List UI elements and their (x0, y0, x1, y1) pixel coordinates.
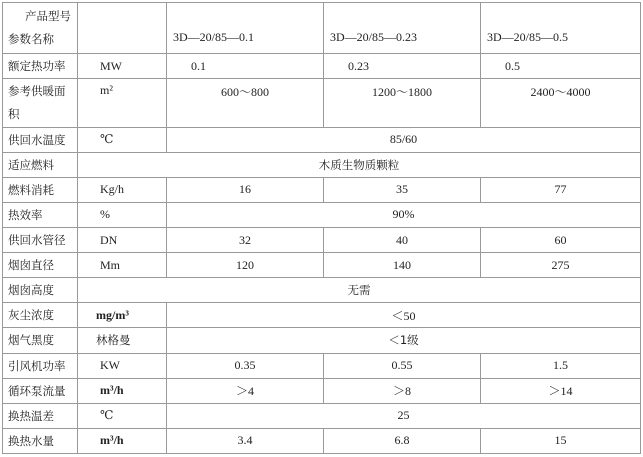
row-rated-power (3, 54, 641, 79)
row-label: 烟气黑度 (3, 328, 78, 353)
value-model-3: 1.5 (481, 353, 641, 378)
row-label: 烟囱高度 (3, 278, 78, 303)
row-heat-water (3, 428, 641, 453)
row-efficiency (3, 202, 641, 227)
row-unit: m³/h (78, 428, 167, 453)
model-1: 3D—20/85—0.1 (167, 3, 324, 54)
value-model-2: 35 (324, 177, 481, 202)
row-label: 供回水温度 (3, 127, 78, 152)
header-blank-cell (78, 3, 167, 54)
value-model-3: 77 (481, 177, 641, 202)
row-label: 换热温差 (3, 403, 78, 428)
value-model-1: 3.4 (167, 428, 324, 453)
row-chimney-diameter (3, 253, 641, 278)
row-fan-power (3, 353, 641, 378)
value-all-models: 木质生物质颗粒 (78, 152, 641, 177)
row-label-line1: 参考供暖面 (8, 83, 66, 98)
row-unit: % (78, 202, 167, 227)
value-model-3: 15 (481, 428, 641, 453)
model-3: 3D—20/85—0.5 (481, 3, 641, 54)
value-all-models: ＜50 (167, 303, 641, 328)
row-unit: ℃ (78, 403, 167, 428)
row-label: 循环泵流量 (3, 378, 78, 403)
row-fuel-use (3, 177, 641, 202)
value-model-2: 40 (324, 227, 481, 252)
value-model-1: 120 (167, 253, 324, 278)
row-label: 灰尘浓度 (3, 303, 78, 328)
header-param-label: 参数名称 (8, 32, 54, 47)
value-model-2: 6.8 (324, 428, 481, 453)
row-label: 供回水管径 (3, 227, 78, 252)
value-model-3: ＞14 (481, 378, 641, 403)
row-label (3, 79, 78, 127)
value-all-models: 25 (167, 403, 641, 428)
value-model-1: 0.35 (167, 353, 324, 378)
row-smoke (3, 328, 641, 353)
header-param-cell (3, 3, 78, 54)
value-model-3: 2400～4000 (481, 79, 641, 127)
row-dust (3, 303, 641, 328)
value-all-models: ＜1级 (167, 328, 641, 353)
value-model-1: 600～800 (167, 79, 324, 127)
value-all-models: 85/60 (167, 127, 641, 152)
value-model-1: 16 (167, 177, 324, 202)
header-row (3, 3, 641, 54)
row-water-temp (3, 127, 641, 152)
value-model-2: 1200～1800 (324, 79, 481, 127)
row-unit: Kg/h (78, 177, 167, 202)
row-unit: Mm (78, 253, 167, 278)
row-heating-area (3, 79, 641, 127)
value-model-1: 0.1 (167, 54, 324, 79)
value-model-3: 0.5 (481, 54, 641, 79)
row-label: 换热水量 (3, 428, 78, 453)
header-model-label: 产品型号 (25, 9, 71, 24)
value-model-2: 140 (324, 253, 481, 278)
spec-table (2, 2, 641, 454)
row-unit: 林格曼 (78, 328, 167, 353)
row-unit: ℃ (78, 127, 167, 152)
row-unit: DN (78, 227, 167, 252)
row-chimney-height (3, 278, 641, 303)
value-all-models: 无需 (78, 278, 641, 303)
row-temp-diff (3, 403, 641, 428)
value-model-3: 60 (481, 227, 641, 252)
row-unit: KW (78, 353, 167, 378)
row-label: 热效率 (3, 202, 78, 227)
row-unit: mg/m³ (78, 303, 167, 328)
row-fuel (3, 152, 641, 177)
value-model-3: 275 (481, 253, 641, 278)
model-2: 3D—20/85—0.23 (324, 3, 481, 54)
row-unit: m² (78, 79, 167, 127)
row-unit: m³/h (78, 378, 167, 403)
row-label: 额定热功率 (3, 54, 78, 79)
value-model-1: 32 (167, 227, 324, 252)
value-model-1: ＞4 (167, 378, 324, 403)
value-all-models: 90% (167, 202, 641, 227)
row-label: 燃料消耗 (3, 177, 78, 202)
row-pipe-diameter (3, 227, 641, 252)
value-model-2: 0.23 (324, 54, 481, 79)
row-unit: MW (78, 54, 167, 79)
row-label: 适应燃料 (3, 152, 78, 177)
row-label-line2: 积 (8, 106, 20, 121)
row-label: 引风机功率 (3, 353, 78, 378)
row-label: 烟囱直径 (3, 253, 78, 278)
value-model-2: ＞8 (324, 378, 481, 403)
row-pump-flow (3, 378, 641, 403)
value-model-2: 0.55 (324, 353, 481, 378)
